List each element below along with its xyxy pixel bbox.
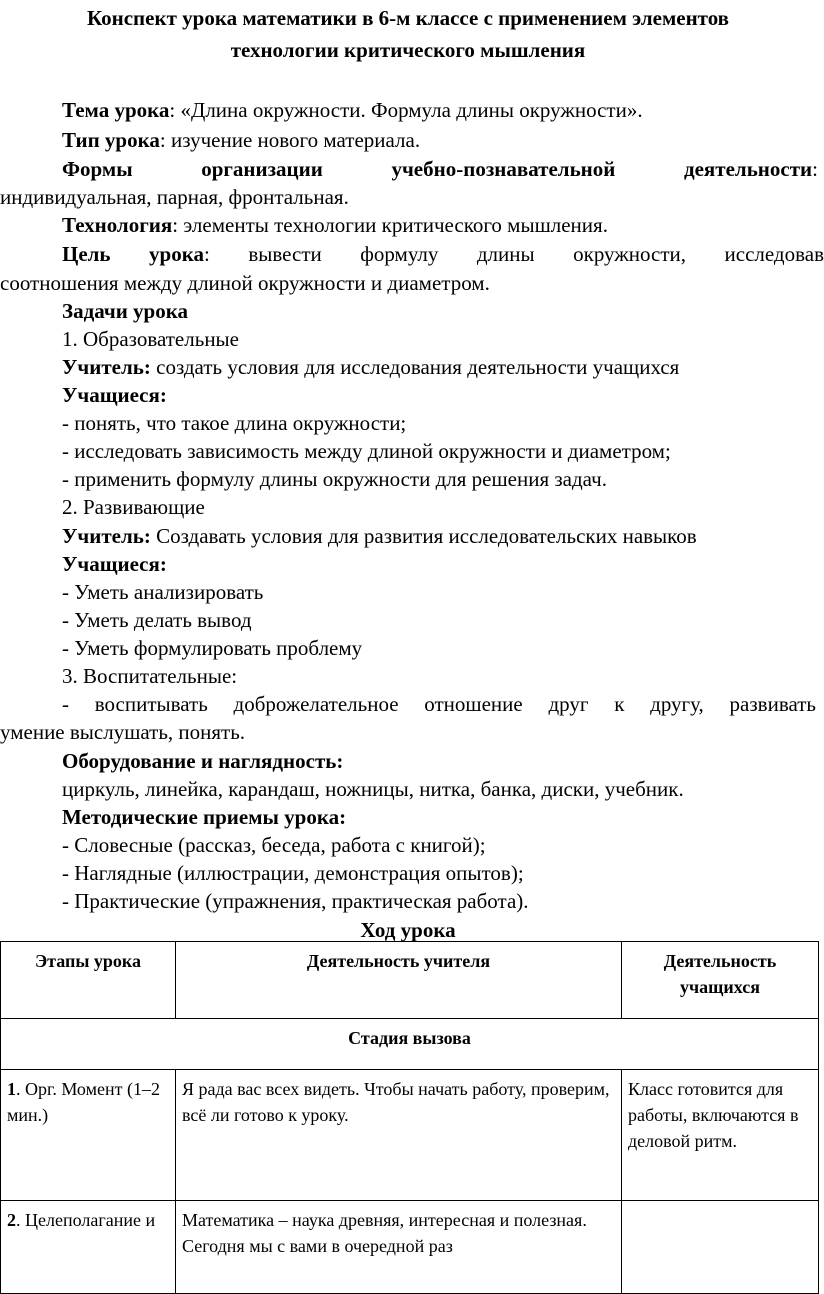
stage-row bbox=[1, 1019, 819, 1070]
lesson-technology bbox=[62, 211, 608, 239]
table-row bbox=[1, 1070, 819, 1201]
stage-name: . Целеполагание и bbox=[16, 1210, 156, 1230]
upbringing-line-1: - воспитывать доброжелательное отношение друг к другу, развивать bbox=[62, 692, 816, 716]
educational-teacher bbox=[62, 353, 679, 381]
forms-continuation: индивидуальная, парная, фронтальная. bbox=[0, 185, 349, 209]
title-line-2: технологии критического мышления bbox=[230, 38, 586, 62]
students-cell: Класс готовится для работы, включаются в деловой ритм. bbox=[622, 1070, 819, 1201]
developing-teacher-text: Создавать условия для развития исследовательских навыков bbox=[150, 524, 697, 548]
stage-number: 2 bbox=[7, 1210, 16, 1230]
goal-label: Цель урока bbox=[62, 242, 205, 266]
tasks-heading-text: Задачи урока bbox=[62, 299, 189, 323]
goal-text: : вывести формулу длины окружности, исследовав bbox=[204, 242, 824, 266]
goal-continuation: соотношения между длиной окружности и диаметром. bbox=[0, 271, 490, 295]
educational-teacher-label: Учитель: bbox=[62, 355, 151, 379]
upbringing-line-2: умение выслушать, понять. bbox=[0, 720, 246, 744]
forms-colon: : bbox=[812, 157, 818, 181]
methods-item: - Практические (упражнения, практическая работа). bbox=[62, 889, 529, 913]
methods-heading bbox=[62, 803, 346, 831]
type-text: : изучение нового материала. bbox=[159, 128, 421, 152]
educational-students-label-text: Учащиеся: bbox=[62, 383, 167, 407]
lesson-topic bbox=[62, 96, 643, 124]
educational-teacher-text: создать условия для исследования деятельности учащихся bbox=[150, 355, 680, 379]
teacher-cell: Математика – наука древняя, интересная и полезная. Сегодня мы с вами в очередной раз bbox=[176, 1201, 622, 1294]
educational-item: - понять, что такое длина окружности; bbox=[62, 411, 407, 435]
table-header-row bbox=[1, 942, 819, 1019]
developing-item: - Уметь анализировать bbox=[62, 580, 264, 604]
tasks-heading bbox=[62, 297, 188, 325]
methods-item: - Наглядные (иллюстрации, демонстрация опытов); bbox=[62, 861, 524, 885]
column-header-stages: Этапы урока bbox=[1, 942, 176, 1019]
developing-students-label bbox=[62, 550, 167, 578]
methods-item: - Словесные (рассказ, беседа, работа с книгой); bbox=[62, 833, 486, 857]
developing-item: - Уметь формулировать проблему bbox=[62, 636, 363, 660]
educational-item: - применить формулу длины окружности для решения задач. bbox=[62, 467, 607, 491]
forms-label: Формы организации учебно-познавательной деятельности bbox=[62, 157, 813, 181]
equipment-heading bbox=[62, 747, 343, 775]
students-cell bbox=[622, 1201, 819, 1294]
equipment-heading-text: Оборудование и наглядность: bbox=[62, 749, 344, 773]
developing-title: 2. Развивающие bbox=[62, 495, 205, 519]
topic-text: : «Длина окружности. Формула длины окружности». bbox=[169, 98, 643, 122]
equipment-text: циркуль, линейка, карандаш, ножницы, нитка, банка, диски, учебник. bbox=[62, 777, 684, 801]
educational-students-label bbox=[62, 381, 167, 409]
document-title bbox=[0, 2, 816, 66]
lesson-goal bbox=[62, 240, 824, 268]
teacher-cell: Я рада вас всех видеть. Чтобы начать работу, проверим, всё ли готово к уроку. bbox=[176, 1070, 622, 1201]
lesson-forms bbox=[62, 155, 818, 183]
column-header-teacher: Деятельность учителя bbox=[176, 942, 622, 1019]
lesson-flow-heading: Ход урока bbox=[360, 918, 456, 942]
title-line-1: Конспект урока математики в 6-м классе с применением элементов bbox=[86, 6, 730, 30]
developing-item: - Уметь делать вывод bbox=[62, 608, 252, 632]
stage-title: Стадия вызова bbox=[1, 1019, 819, 1070]
stage-cell bbox=[1, 1070, 176, 1201]
developing-students-label-text: Учащиеся: bbox=[62, 552, 167, 576]
upbringing-title: 3. Воспитательные: bbox=[62, 664, 238, 688]
developing-teacher-label: Учитель: bbox=[62, 524, 151, 548]
stage-cell bbox=[1, 1201, 176, 1294]
technology-label: Технология bbox=[62, 213, 173, 237]
column-header-students: Деятельность учащихся bbox=[622, 942, 819, 1019]
lesson-type bbox=[62, 126, 420, 154]
stage-number: 1 bbox=[7, 1079, 16, 1099]
methods-heading-text: Методические приемы урока: bbox=[62, 805, 347, 829]
stage-name: . Орг. Момент (1–2 мин.) bbox=[7, 1079, 160, 1125]
table-row bbox=[1, 1201, 819, 1294]
technology-text: : элементы технологии критического мышления. bbox=[172, 213, 608, 237]
lesson-flow-table bbox=[0, 941, 819, 1294]
educational-item: - исследовать зависимость между длиной окружности и диаметром; bbox=[62, 439, 671, 463]
type-label: Тип урока bbox=[62, 128, 160, 152]
topic-label: Тема урока bbox=[62, 98, 170, 122]
educational-title: 1. Образовательные bbox=[62, 327, 239, 351]
developing-teacher bbox=[62, 522, 697, 550]
